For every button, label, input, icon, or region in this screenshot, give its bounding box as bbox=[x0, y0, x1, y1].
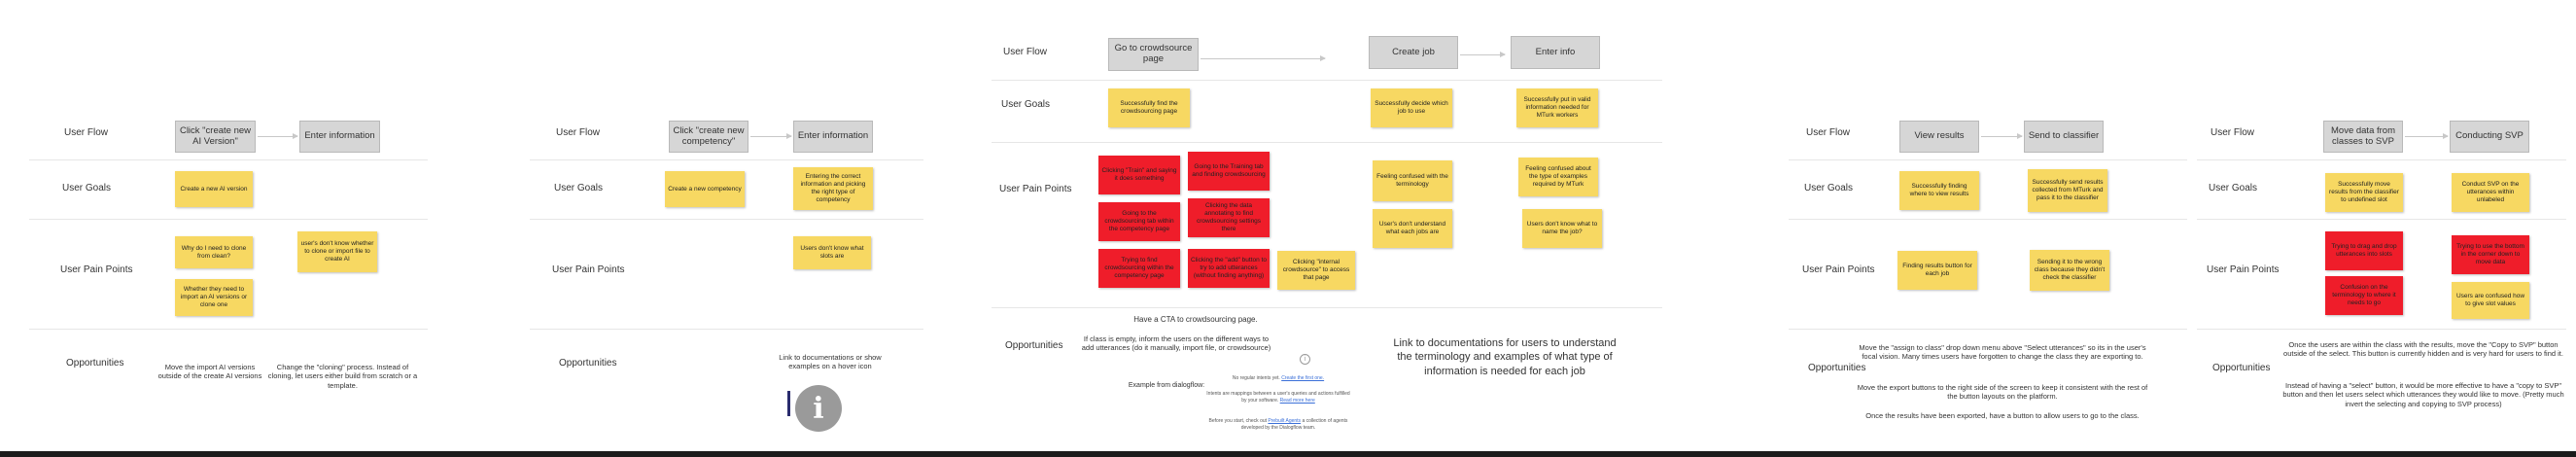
divider bbox=[530, 329, 923, 330]
pain-sticky: user's don't know whether to clone or import file to create AI bbox=[297, 231, 377, 272]
opportunity-note: Link to documentations for users to understand the terminology and examples of what type of information is needed for each job bbox=[1393, 337, 1617, 377]
row-label-user-goals: User Goals bbox=[2209, 183, 2258, 193]
pain-sticky: Sending it to the wrong class because they didn't check the classifier bbox=[2030, 250, 2109, 291]
goal-sticky: Successfully finding where to view results bbox=[1899, 171, 1979, 210]
example-label: Example from dialogflow: bbox=[1128, 382, 1205, 389]
pain-sticky: Feeling confused about the type of examples required by MTurk bbox=[1518, 158, 1598, 196]
divider bbox=[2197, 219, 2566, 220]
flow-arrow bbox=[2405, 136, 2448, 137]
opportunity-note: If class is empty, inform the users on the different ways to add utterances (do it manually, import file, or crowdsource) bbox=[1081, 334, 1271, 353]
example-line: Before you start, check out bbox=[1208, 418, 1268, 424]
opportunity-note: Move the export buttons to the right side of the screen to keep it consistent with the rest of the button layouts on the platform. bbox=[1857, 383, 2148, 402]
pain-sticky: Finding results button for each job bbox=[1897, 251, 1977, 290]
opportunity-note: Link to documentations or show examples on a hover icon bbox=[779, 353, 882, 371]
divider bbox=[1789, 159, 2187, 160]
flow-step: Click "create new AI Version" bbox=[175, 121, 256, 153]
opportunity-note: Change the "cloning" process. Instead of cloning, let users either build from scratch or a template. bbox=[267, 363, 418, 390]
row-label-opportunities: Opportunities bbox=[1005, 340, 1063, 351]
row-label-opportunities: Opportunities bbox=[66, 358, 124, 369]
goal-sticky: Successfully decide which job to use bbox=[1371, 88, 1452, 127]
goal-sticky: Successfully move results from the classifier to undefined slot bbox=[2325, 173, 2403, 212]
pain-sticky-red: Going to the crowdsourcing tab within the competency page bbox=[1098, 202, 1180, 241]
row-label-user-pain-points: User Pain Points bbox=[60, 264, 133, 275]
flow-step: Click "create new competency" bbox=[669, 121, 748, 153]
divider bbox=[530, 219, 923, 220]
flow-step: Enter information bbox=[793, 121, 873, 153]
divider bbox=[1789, 219, 2187, 220]
flow-step: Create job bbox=[1369, 36, 1458, 69]
row-label-user-goals: User Goals bbox=[1804, 183, 1854, 193]
example-line: Intents are mappings between a user's queries and actions fulfilled by your software. bbox=[1206, 391, 1350, 404]
info-icon: i bbox=[795, 385, 842, 432]
row-label-user-flow: User Flow bbox=[64, 127, 109, 138]
goal-sticky: Successfully put in valid information needed for MTurk workers bbox=[1516, 88, 1598, 127]
pain-sticky: User's don't understand what each jobs are bbox=[1373, 209, 1452, 248]
pain-sticky-red: Going to the Training tab and finding crowdsourcing bbox=[1188, 152, 1270, 191]
divider bbox=[992, 142, 1662, 143]
pain-sticky: Feeling confused with the terminology bbox=[1373, 160, 1452, 201]
pain-sticky-red: Trying to use the bottom in the corner down to move data bbox=[2452, 235, 2529, 274]
dialogflow-example bbox=[1205, 375, 1351, 382]
flow-arrow bbox=[1201, 58, 1325, 59]
goal-sticky: Create a new competency bbox=[665, 171, 745, 207]
row-label-user-pain-points: User Pain Points bbox=[2207, 264, 2280, 275]
flow-step: Enter information bbox=[299, 121, 380, 153]
divider bbox=[2197, 159, 2566, 160]
row-label-opportunities: Opportunities bbox=[1808, 363, 1866, 373]
flow-arrow bbox=[258, 136, 297, 137]
pain-sticky-red: Clicking the "add" button to try to add utterances (without finding anything) bbox=[1188, 249, 1270, 288]
pain-sticky: Why do I need to clone from clean? bbox=[175, 236, 253, 268]
row-label-user-flow: User Flow bbox=[1003, 47, 1048, 57]
row-label-user-pain-points: User Pain Points bbox=[999, 184, 1072, 194]
opportunity-note: Once the users are within the class with the results, move the "Copy to SVP" button outside of the select. This button is currently hidden and is very hard for users to find it. bbox=[2283, 340, 2563, 359]
bottom-bar bbox=[0, 451, 2576, 457]
divider bbox=[29, 219, 428, 220]
flow-arrow bbox=[1981, 136, 2022, 137]
divider bbox=[530, 159, 923, 160]
pain-sticky: Clicking "internal crowdsource" to access that page bbox=[1277, 251, 1355, 290]
example-line: a collection of agents developed by the Dialogflow team. bbox=[1240, 418, 1348, 431]
goal-sticky: Successfully send results collected from MTurk and pass it to the classifier bbox=[2028, 169, 2107, 212]
pain-sticky-red: Trying to drag and drop utterances into slots bbox=[2325, 231, 2403, 270]
pain-sticky: Users are confused how to give slot values bbox=[2452, 282, 2529, 319]
divider bbox=[29, 159, 428, 160]
opportunity-note: Instead of having a "select" button, it would be more effective to have a "copy to SVP" button and then let users select which utterances they would like to move. (Pretty much invert the selecting and copying to SVP process) bbox=[2282, 381, 2564, 408]
flow-step: Enter info bbox=[1511, 36, 1600, 69]
pain-sticky: Users don't know what to name the job? bbox=[1522, 209, 1602, 248]
pain-sticky: Users don't know what slots are bbox=[793, 236, 871, 269]
pain-sticky-red: Clicking the data annotating to find crowdsourcing settings there bbox=[1188, 198, 1270, 237]
opportunity-note: Have a CTA to crowdsourcing page. bbox=[1133, 315, 1258, 324]
flow-step: Send to classifier bbox=[2024, 121, 2104, 153]
divider bbox=[992, 307, 1662, 308]
goal-sticky: Create a new AI version bbox=[175, 171, 253, 207]
goal-sticky: Successfully find the crowdsourcing page bbox=[1108, 88, 1190, 127]
pain-sticky: Whether they need to import an AI versions or clone one bbox=[175, 279, 253, 316]
divider bbox=[992, 80, 1662, 81]
opportunity-note: Move the "assign to class" drop down menu above "Select utterances" so its in the user's focal vision. Many times users have forgotten to change the class they are exporting to. bbox=[1859, 343, 2146, 362]
goal-sticky: Conduct SVP on the utterances within unlabeled bbox=[2452, 173, 2529, 212]
row-label-user-flow: User Flow bbox=[556, 127, 601, 138]
flow-step: Move data from classes to SVP bbox=[2323, 121, 2403, 153]
flow-arrow bbox=[750, 136, 791, 137]
row-label-user-pain-points: User Pain Points bbox=[1802, 264, 1875, 275]
row-label-user-goals: User Goals bbox=[62, 183, 112, 193]
dialogflow-example bbox=[1205, 418, 1351, 431]
row-label-user-goals: User Goals bbox=[554, 183, 604, 193]
pain-sticky-red: Confusion on the terminology to where it needs to go bbox=[2325, 276, 2403, 315]
flow-step: View results bbox=[1899, 121, 1979, 153]
row-label-user-flow: User Flow bbox=[1806, 127, 1851, 138]
divider bbox=[1789, 329, 2187, 330]
pain-sticky-red: Trying to find crowdsourcing within the competency page bbox=[1098, 249, 1180, 288]
divider-bar bbox=[787, 391, 790, 416]
example-link[interactable]: Create the first one. bbox=[1281, 375, 1325, 381]
row-label-opportunities: Opportunities bbox=[559, 358, 617, 369]
row-label-user-pain-points: User Pain Points bbox=[552, 264, 625, 275]
example-line: No regular intents yet. bbox=[1232, 375, 1280, 381]
opportunity-note: Move the import AI versions outside of the create AI versions bbox=[157, 363, 262, 381]
example-link[interactable]: Prebuilt Agents bbox=[1268, 418, 1302, 424]
flow-step: Conducting SVP bbox=[2450, 121, 2529, 153]
flow-arrow bbox=[1460, 54, 1505, 55]
row-label-user-goals: User Goals bbox=[1001, 99, 1051, 110]
dialogflow-example bbox=[1205, 391, 1351, 404]
goal-sticky: Entering the correct information and picking the right type of competency bbox=[793, 167, 873, 210]
info-icon: i bbox=[1300, 354, 1310, 365]
row-label-user-flow: User Flow bbox=[2210, 127, 2255, 138]
example-link[interactable]: Read more here bbox=[1279, 397, 1315, 404]
divider bbox=[2197, 329, 2566, 330]
flow-step: Go to crowdsource page bbox=[1108, 38, 1199, 71]
row-label-opportunities: Opportunities bbox=[2212, 363, 2271, 373]
divider bbox=[29, 329, 428, 330]
opportunity-note: Once the results have been exported, have a button to allow users to go to the class. bbox=[1865, 411, 2140, 420]
pain-sticky-red: Clicking "Train" and saying it does something bbox=[1098, 156, 1180, 194]
